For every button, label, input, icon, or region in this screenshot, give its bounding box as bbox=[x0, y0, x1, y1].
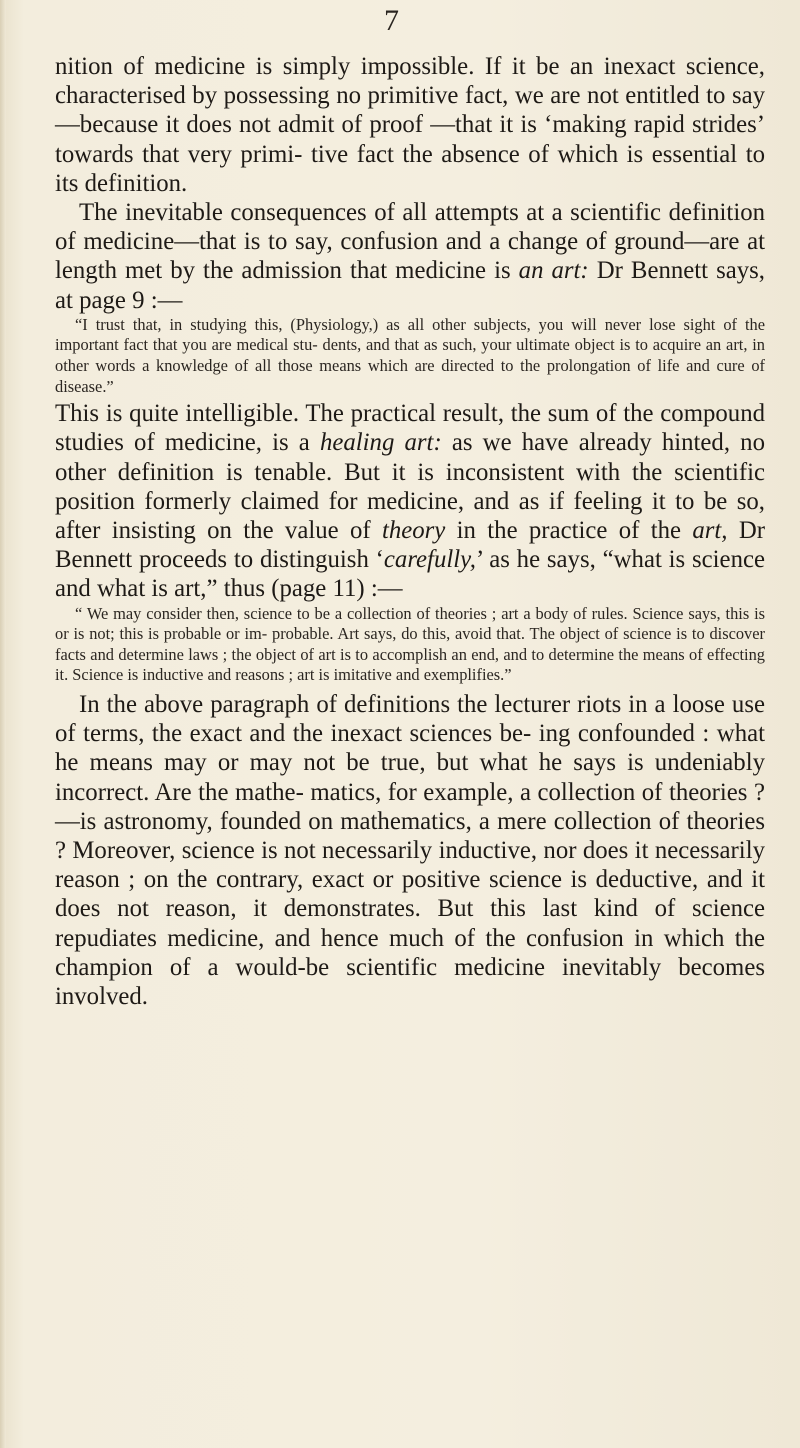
page-number: 7 bbox=[384, 4, 399, 37]
paragraph-3-emphasis-healing-art: healing art: bbox=[319, 429, 442, 457]
paragraph-3 bbox=[55, 399, 765, 603]
paragraph-3-emphasis-art: art, bbox=[692, 517, 728, 545]
paragraph-3-text-c: in the practice of the bbox=[445, 517, 693, 545]
paragraph-2 bbox=[55, 198, 765, 315]
paragraph-3-emphasis-carefully: carefully, bbox=[383, 546, 476, 574]
paragraph-3-emphasis-theory: theory bbox=[381, 517, 446, 545]
paragraph-1: nition of medicine is simply impossible. If it be an inexact science, characterised by possessing no primitive fact, we are not entitled to say—because it does not admit of proof —that it is ‘making rapid strides’ towards that very primi- tive fact the absence of which is essential to its definition. bbox=[55, 53, 765, 197]
block-quote-2: “ We may consider then, science to be a collection of theories ; art a body of rules. Science says, this is or is not; this is probable or im- probable. Art says, do this, avoid that. The object of science is to discover facts and determine laws ; the object of art is to accomplish an end, and to determine the means of effecting it. Science is inductive and reasons ; art is imitative and exemplifies.” bbox=[55, 603, 765, 685]
paragraph-2-text-a: The inevitable consequences of all attempts at a scientific definition of medicine—that is to say, confusion and a change of ground—are at length met by the admission that medicine is bbox=[55, 199, 765, 285]
paragraph-4: In the above paragraph of definitions the lecturer riots in a loose use of terms, the exact and the inexact sciences be- ing confounded : what he means may or may not be true, but what he says is undeniably incorrect. Are the mathe- matics, for example, a collection of theories ?—is astronomy, founded on mathematics, a mere collection of theories ? Moreover, science is not necessarily inductive, nor does it necessarily reason ; on the contrary, exact or positive science is deductive, and it does not reason, it demonstrates. But this last kind of science repudiates medicine, and hence much of the confusion in which the champion of a would-be scientific medicine inevitably becomes involved. bbox=[55, 691, 765, 1011]
paragraph-3-text-b: as we have already hinted, no other definition is tenable. But it is inconsistent with the scientific position formerly claimed for medicine, and as if feeling it to be so, after insisting on the value of bbox=[55, 429, 765, 545]
page-edge-shadow bbox=[0, 0, 6, 1448]
paragraph-3-text-a: This is quite intelligible. The practical result, the sum of the compound studies of medicine, is a bbox=[55, 400, 765, 457]
paragraph-3-text-e: ’ as he says, “what is science and what is art,” thus (page 11) :— bbox=[55, 546, 765, 603]
paragraph-3-text-d: Dr Bennett proceeds to distinguish ‘ bbox=[55, 517, 765, 574]
paragraph-2-emphasis: an art: bbox=[518, 257, 589, 285]
block-quote-1: “I trust that, in studying this, (Physiology,) as all other subjects, you will never lose sight of the important fact that you are medical stu- dents, and that as such, your ultimate object is to acquire an art, in other words a knowledge of all those means which are directed to the prolongation of life and cure of disease.” bbox=[55, 314, 765, 396]
page-body bbox=[55, 52, 765, 1011]
paragraph-2-text-b: Dr Bennett says, at page 9 :— bbox=[55, 257, 765, 314]
